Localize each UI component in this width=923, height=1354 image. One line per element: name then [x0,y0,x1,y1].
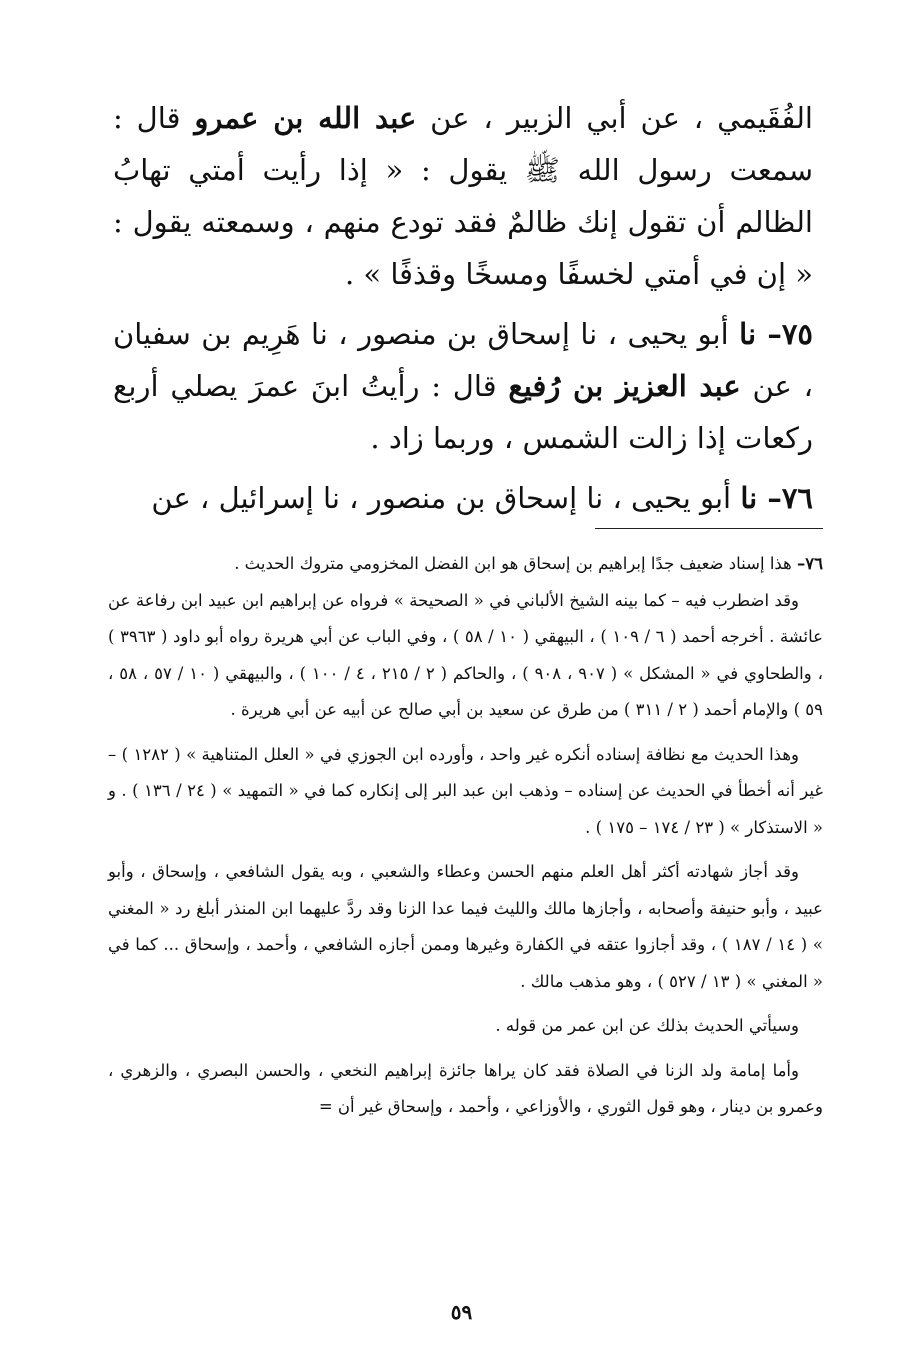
footnotes [108,546,823,1126]
footnote-paragraph: وهذا الحديث مع نظافة إسناده أنكره غير واحد ، وأورده ابن الجوزي في « العلل المتناهية » ( ١٢٨٢ ) – غير أنه أخطأ في الحديث عن إسناده – وذهب ابن عبد البر إلى إنكاره كما في « التمهيد » ( ٢٤ / ١٣٦ ) . و « الاستذكار » ( ٢٣ / ١٧٤ – ١٧٥ ) . [108,744,823,837]
footnote-separator [595,528,823,529]
narrator-name: عبد العزيز بن رُفيع [508,369,741,403]
hadith-number: ٧٥– نا [739,317,813,351]
paragraph-continuation [113,92,813,300]
footnote-76 [108,546,823,583]
narrator-name: عبد الله بن عمرو [194,101,417,135]
text-run: أبو يحيى ، نا إسحاق بن منصور ، نا إسرائيل ، عن [151,481,741,515]
footnote-paragraph: وأما إمامة ولد الزنا في الصلاة فقد كان يراها جائزة إبراهيم النخعي ، والحسن البصري ، والزهري ، وعمرو بن دينار ، وهو قول الثوري ، والأوزاعي ، وأحمد ، وإسحاق غير أن = [108,1060,823,1116]
hadith-75 [113,308,813,464]
footnote-number: ٧٦– [797,554,823,573]
footnote-paragraph: وقد اضطرب فيه – كما بينه الشيخ الألباني في « الصحيحة » فرواه عن إبراهيم ابن عبيد ابن رفاعة عن عائشة . أخرجه أحمد ( ٦ / ١٠٩ ) ، البيهقي ( ١٠ / ٥٨ ) ، وفي الباب عن أبي هريرة رواه أبو داود ( ٣٩٦٣ ) ، والطحاوي في « المشكل » ( ٩٠٧ ، ٩٠٨ ) ، والحاكم ( ٢ / ٢١٥ ، ٤ / ١٠٠ ) ، والبيهقي ( ١٠ / ٥٧ ، ٥٨ ، ٥٩ ) والإمام أحمد ( ٢ / ٣١١ ) من طرق عن سعيد بن أبي صالح عن أبيه عن أبي هريرة . [108,590,823,719]
footnote-paragraph: وقد أجاز شهادته أكثر أهل العلم منهم الحسن وعطاء والشعبي ، وبه يقول الشافعي ، وإسحاق ، وأبو عبيد ، وأبو حنيفة وأصحابه ، وأجازها مالك والليث فيما عدا الزنا وقد ردَّ عليهما ابن المنذر أبلغ رد « المغني » ( ١٤ / ١٨٧ ) ، وقد أجازوا عتقه في الكفارة وغيرها وممن أجازه الشافعي ، وأحمد ، وإسحاق ... كما في « المغني » ( ١٣ / ٥٢٧ ) ، وهو مذهب مالك . [108,862,823,991]
text-run: قال : رأيتُ ابنَ عمرَ يصلي أربع ركعات إذا زالت الشمس ، وربما زاد . [113,369,813,455]
text-run: قال : سمعت رسول الله ﷺ يقول : « إذا رأيت أمتي تهابُ الظالم أن تقول إنك ظالمٌ فقد تودع منهم ، وسمعته يقول : « إن في أمتي لخسفًا ومسخًا وقذفًا » . [113,101,813,291]
hadith-number: ٧٦– نا [740,481,813,515]
main-text [113,92,813,524]
hadith-76 [113,472,813,524]
text-run: أبو يحيى ، نا إسحاق بن منصور ، نا هَرِيم بن سفيان ، عن [113,317,813,403]
footnote-text: هذا إسناد ضعيف جدًا إبراهيم بن إسحاق هو ابن الفضل المخزومي متروك الحديث . [234,554,798,573]
footnote-paragraph: وسيأتي الحديث بذلك عن ابن عمر من قوله . [495,1016,799,1035]
text-run: الفُقَيمي ، عن أبي الزبير ، عن [416,101,813,135]
page-number: ٥٩ [450,1300,473,1324]
